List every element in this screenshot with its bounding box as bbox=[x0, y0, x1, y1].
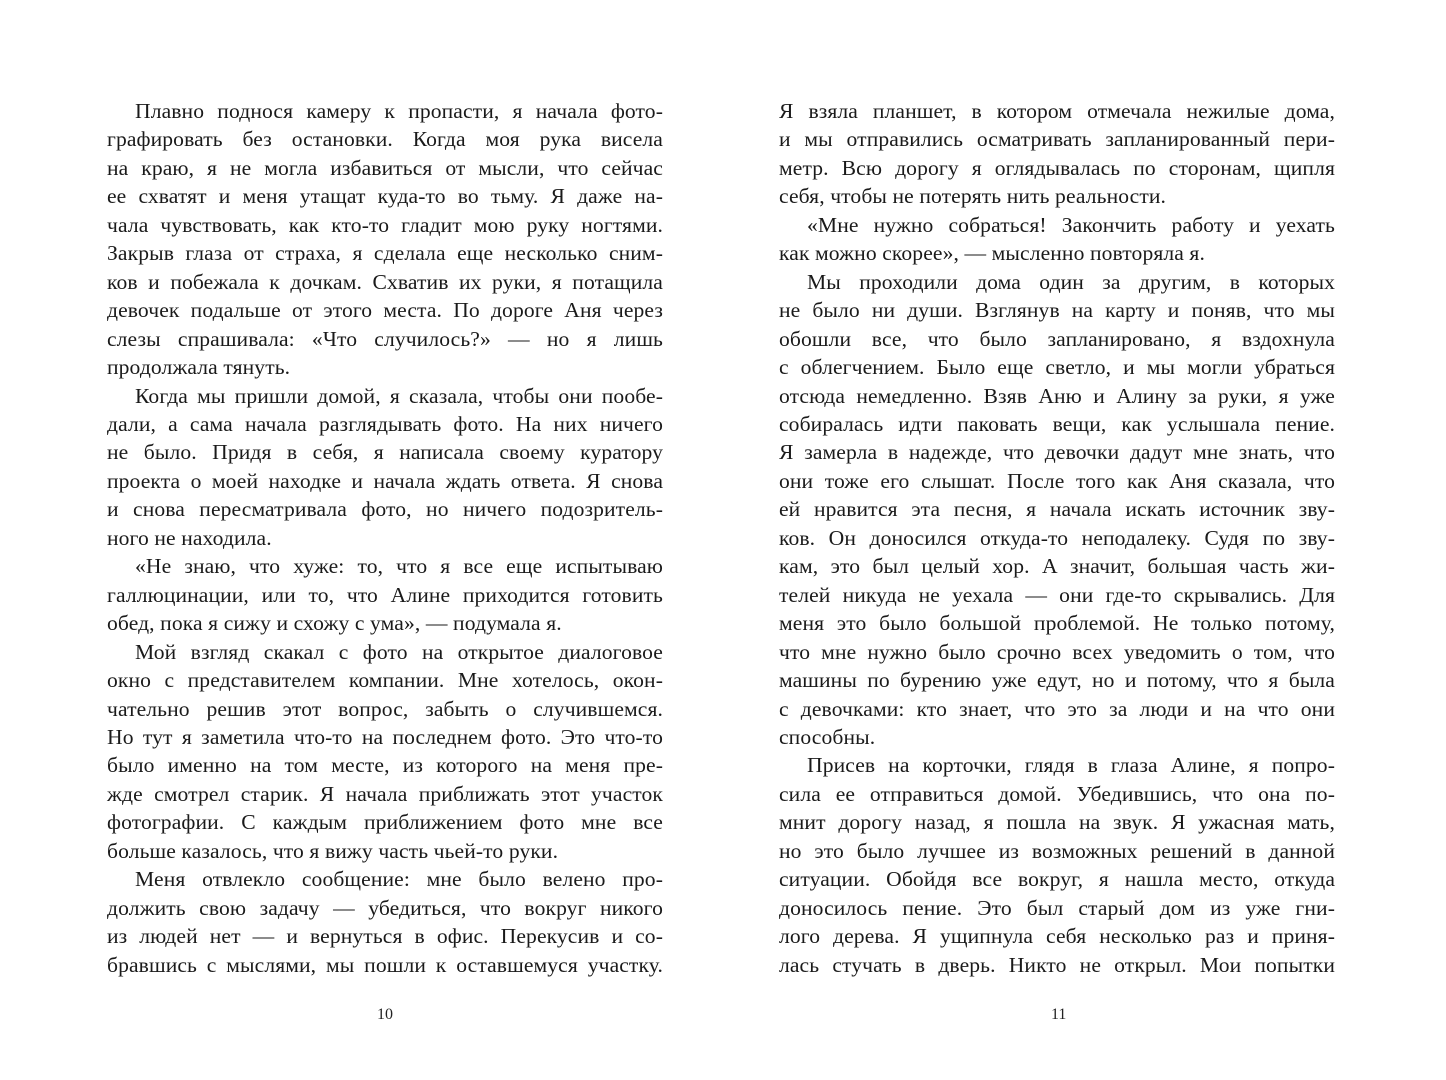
text-line: сила ее отправиться домой. Убедившись, что она по- bbox=[779, 781, 1335, 806]
text-line: Но тут я заметила что-то на последнем фото. Это что-то bbox=[107, 724, 663, 749]
text-line: ее схватят и меня утащат куда-то во тьму. Я даже на- bbox=[107, 184, 663, 209]
text-line: лого дерева. Я ущипнула себя несколько раз и приня- bbox=[779, 924, 1335, 949]
left-page-number: 10 bbox=[377, 1006, 393, 1023]
text-line: метр. Всю дорогу я оглядывалась по сторонам, щипля bbox=[779, 155, 1335, 180]
text-line: они тоже его слышат. После того как Аня сказала, что bbox=[779, 468, 1335, 493]
text-line: себя, чтобы не потерять нить реальности. bbox=[779, 184, 1167, 209]
text-line: Мой взгляд скакал с фото на открытое диалоговое bbox=[135, 639, 663, 664]
text-line: не было ни души. Взглянув на карту и поняв, что мы bbox=[779, 298, 1335, 323]
text-line: Присев на корточки, глядя в глаза Алине, я попро- bbox=[807, 753, 1335, 778]
paragraph bbox=[779, 211, 1335, 268]
paragraph bbox=[107, 638, 663, 866]
left-page-text bbox=[107, 97, 663, 979]
text-line: Я взяла планшет, в котором отмечала нежилые дома, bbox=[779, 99, 1335, 123]
paragraph bbox=[107, 865, 663, 979]
text-line: Закрыв глаза от страха, я сделала еще несколько сним- bbox=[107, 241, 663, 266]
text-line: из людей нет — и вернуться в офис. Перекусив и со- bbox=[107, 924, 663, 949]
text-line: проекта о моей находке и начала ждать ответа. Я снова bbox=[107, 468, 663, 493]
text-line: доносилось пение. Это был старый дом из уже гни- bbox=[779, 895, 1335, 920]
text-line: собиралась идти паковать вещи, как услышала пение. bbox=[779, 411, 1335, 436]
paragraph bbox=[779, 268, 1335, 752]
text-line: дали, а сама начала разглядывать фото. На них ничего bbox=[107, 411, 663, 436]
right-page-number: 11 bbox=[1051, 1006, 1067, 1023]
text-line: на краю, я не могла избавиться от мысли, что сейчас bbox=[107, 155, 663, 180]
paragraph bbox=[107, 382, 663, 553]
text-line: галлюцинации, или то, что Алине приходится готовить bbox=[107, 582, 663, 607]
text-line: телей никуда не уехала — они где-то скрывались. Для bbox=[779, 582, 1335, 607]
text-line: как можно скорее», — мысленно повторяла я. bbox=[779, 241, 1205, 266]
text-line: и снова пересматривала фото, но ничего подозритель- bbox=[107, 497, 663, 522]
text-line: ков и побежала к дочкам. Схватив их руки, я потащила bbox=[107, 269, 663, 294]
text-line: «Мне нужно собраться! Закончить работу и уехать bbox=[807, 212, 1335, 237]
text-line: должить свою задачу — убедиться, что вокруг никого bbox=[107, 895, 663, 920]
text-line: способны. bbox=[779, 724, 876, 749]
text-line: слезы спрашивала: «Что случилось?» — но я лишь bbox=[107, 326, 663, 351]
text-line: обед, пока я сижу и схожу с ума», — подумала я. bbox=[107, 611, 562, 636]
text-line: Плавно поднося камеру к пропасти, я начала фото- bbox=[135, 99, 663, 123]
text-line: ей нравится эта песня, я начала искать источник зву- bbox=[779, 497, 1335, 522]
text-line: ного не находила. bbox=[107, 525, 272, 550]
text-line: отсюда немедленно. Взяв Аню и Алину за руки, я уже bbox=[779, 383, 1335, 408]
text-line: фотографии. С каждым приближением фото мне все bbox=[107, 810, 663, 835]
text-line: машины по бурению уже едут, но и потому, что я была bbox=[779, 668, 1335, 693]
text-line: кам, это был целый хор. А значит, большая часть жи- bbox=[779, 554, 1335, 579]
text-line: чательно решив этот вопрос, забыть о случившемся. bbox=[107, 696, 663, 721]
text-line: жде смотрел старик. Я начала приближать этот участок bbox=[107, 781, 663, 806]
text-line: мнит дорогу назад, я пошла на звук. Я ужасная мать, bbox=[779, 810, 1335, 835]
text-line: больше казалось, что я вижу часть чьей-то руки. bbox=[107, 838, 559, 863]
text-line: Мы проходили дома один за другим, в которых bbox=[807, 269, 1335, 294]
paragraph bbox=[107, 97, 663, 382]
text-line: что мне нужно было срочно всех уведомить о том, что bbox=[779, 639, 1335, 664]
text-line: Меня отвлекло сообщение: мне было велено про- bbox=[135, 867, 663, 892]
text-line: окно с представителем компании. Мне хотелось, окон- bbox=[107, 668, 663, 693]
text-line: меня это было большой проблемой. Не только потому, bbox=[779, 611, 1335, 636]
text-line: продолжала тянуть. bbox=[107, 355, 291, 380]
text-line: лась стучать в дверь. Никто не открыл. Мои попытки bbox=[779, 952, 1335, 977]
text-line: Я замерла в надежде, что девочки дадут мне знать, что bbox=[779, 440, 1335, 465]
text-line: «Не знаю, что хуже: то, что я все еще испытываю bbox=[135, 554, 663, 579]
text-line: Когда мы пришли домой, я сказала, чтобы они пообе- bbox=[135, 383, 663, 408]
text-line: чала чувствовать, как кто-то гладит мою руку ногтями. bbox=[107, 212, 663, 237]
text-line: было именно на том месте, из которого на меня пре- bbox=[107, 753, 663, 778]
text-line: и мы отправились осматривать запланированный пери- bbox=[779, 127, 1335, 152]
text-line: ситуации. Обойдя все вокруг, я нашла место, откуда bbox=[779, 867, 1335, 892]
paragraph bbox=[107, 552, 663, 637]
text-line: обошли все, что было запланировано, я вздохнула bbox=[779, 326, 1335, 351]
right-page-text bbox=[779, 97, 1335, 979]
text-line: девочек подальше от этого места. По дороге Аня через bbox=[107, 298, 663, 323]
text-line: но это было лучшее из возможных решений в данной bbox=[779, 838, 1335, 863]
text-line: бравшись с мыслями, мы пошли к оставшемуся участку. bbox=[107, 952, 663, 977]
text-line: графировать без остановки. Когда моя рука висела bbox=[107, 127, 663, 152]
paragraph bbox=[779, 751, 1335, 979]
paragraph bbox=[779, 97, 1335, 211]
text-line: с девочками: кто знает, что это за люди и на что они bbox=[779, 696, 1335, 721]
text-line: ков. Он доносился откуда-то неподалеку. Судя по зву- bbox=[779, 525, 1335, 550]
text-line: не было. Придя в себя, я написала своему куратору bbox=[107, 440, 663, 465]
text-line: с облегчением. Было еще светло, и мы могли убраться bbox=[779, 355, 1335, 380]
